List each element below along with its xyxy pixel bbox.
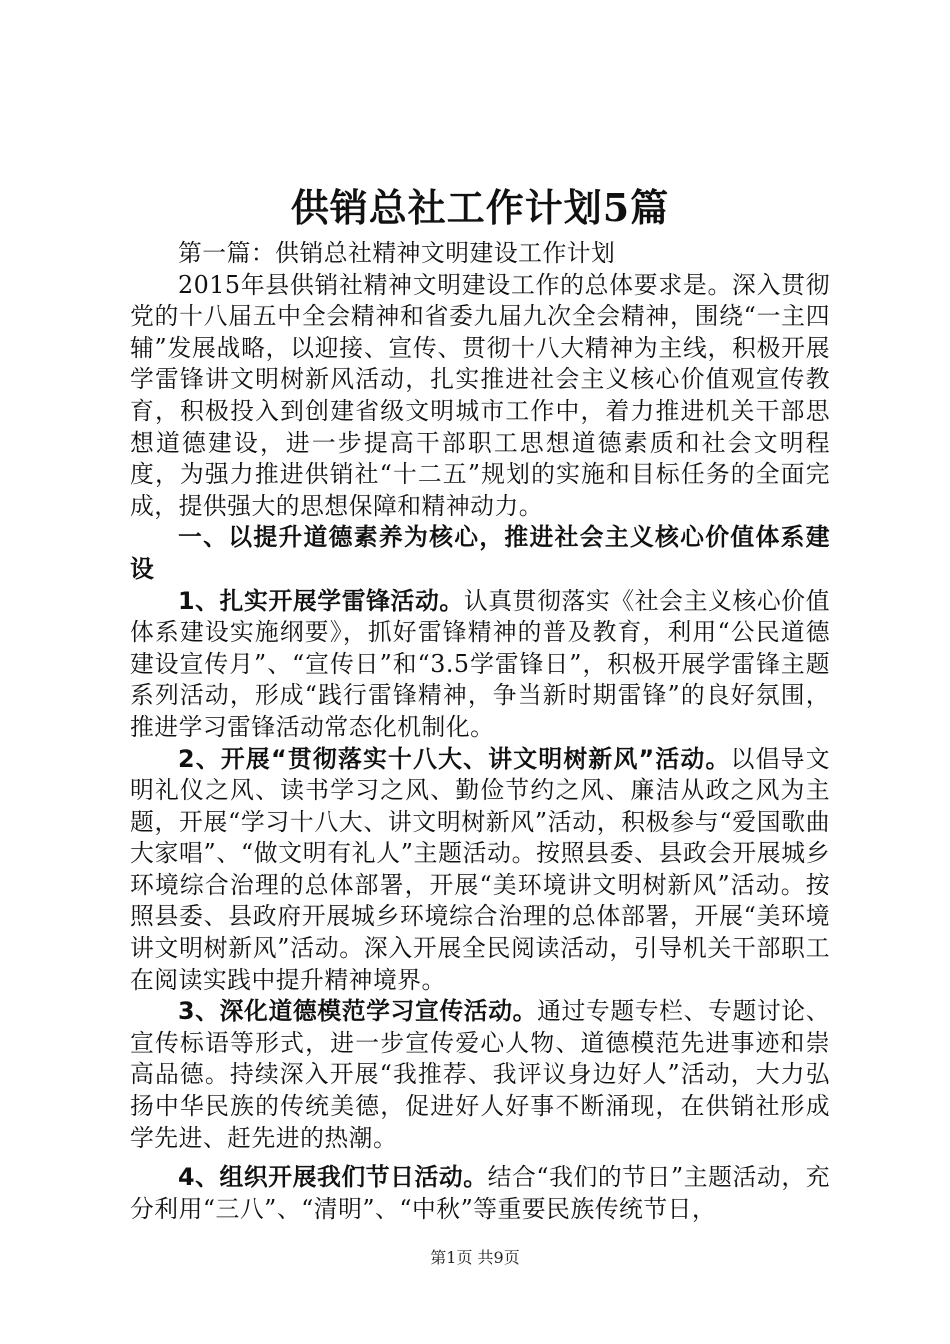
item-paragraph-2 [130,744,830,997]
item-text-2: 以倡导文明礼仪之风、读书学习之风、勤俭节约之风、廉洁从政之风为主题，开展“学习十八大、讲文明树新风”活动，积极参与“爱国歌曲大家唱”、“做文明有礼人”主题活动。按照县委、县政会开展城乡环境综合治理的总体部署，开展“美环境讲文明树新风”活动。按照县委、县政府开展城乡环境综合治理的总体部署，开展“美环境讲文明树新风”活动。深入开展全民阅读活动，引导机关干部职工在阅读实践中提升精神境界。 [130,744,831,994]
item-paragraph-4 [130,1162,830,1225]
item-lead-4: 4、组织开展我们节日活动。 [178,1163,488,1192]
item-lead-2: 2、开展“贯彻落实十八大、讲文明树新风”活动。 [178,744,731,773]
document-page [130,180,830,1225]
item-paragraph-3 [130,996,830,1154]
chapter-subtitle: 第一篇：供销总社精神文明建设工作计划 [178,239,616,267]
item-paragraph-1 [130,586,830,744]
section-heading: 一、以提升道德素养为核心，推进社会主义核心价值体系建设 [130,523,830,583]
item-lead-1: 1、扎实开展学雷锋活动。 [178,586,464,615]
item-text-1: 认真贯彻落实《社会主义核心价值体系建设实施纲要》，抓好雷锋精神的普及教育，利用“公民道德建设宣传月”、“宣传日”和“3.5学雷锋日”，积极开展学雷锋主题系列活动，形成“践行雷锋精神，争当新时期雷锋”的良好氛围，推进学习雷锋活动常态化机制化。 [130,586,830,741]
document-title: 供销总社工作计划5篇 [290,185,670,230]
page-footer: 第1页 共9页 [430,1248,520,1267]
intro-paragraph: 2015年县供销社精神文明建设工作的总体要求是。深入贯彻党的十八届五中全会精神和省委九届九次全会精神，围绕“一主四辅”发展战略，以迎接、宣传、贯彻十八大精神为主线，积极开展学雷锋讲文明树新风活动，扎实推进社会主义核心价值观宣传教育，积极投入到创建省级文明城市工作中，着力推进机关干部思想道德建设，进一步提高干部职工思想道德素质和社会文明程度，为强力推进供销社“十二五”规划的实施和目标任务的全面完成，提供强大的思想保障和精神动力。 [130,270,830,520]
item-lead-3: 3、深化道德模范学习宣传活动。 [178,997,538,1026]
item-text-4: 结合“我们的节日”主题活动，充分利用“三八”、“清明”、“中秋”等重要民族传统节日， [130,1163,830,1223]
item-text-3: 通过专题专栏、专题讨论、宣传标语等形式，进一步宣传爱心人物、道德模范先进事迹和崇高品德。持续深入开展“我推荐、我评议身边好人”活动，大力弘扬中华民族的传统美德，促进好人好事不断涌现，在供销社形成学先进、赶先进的热潮。 [130,997,831,1152]
